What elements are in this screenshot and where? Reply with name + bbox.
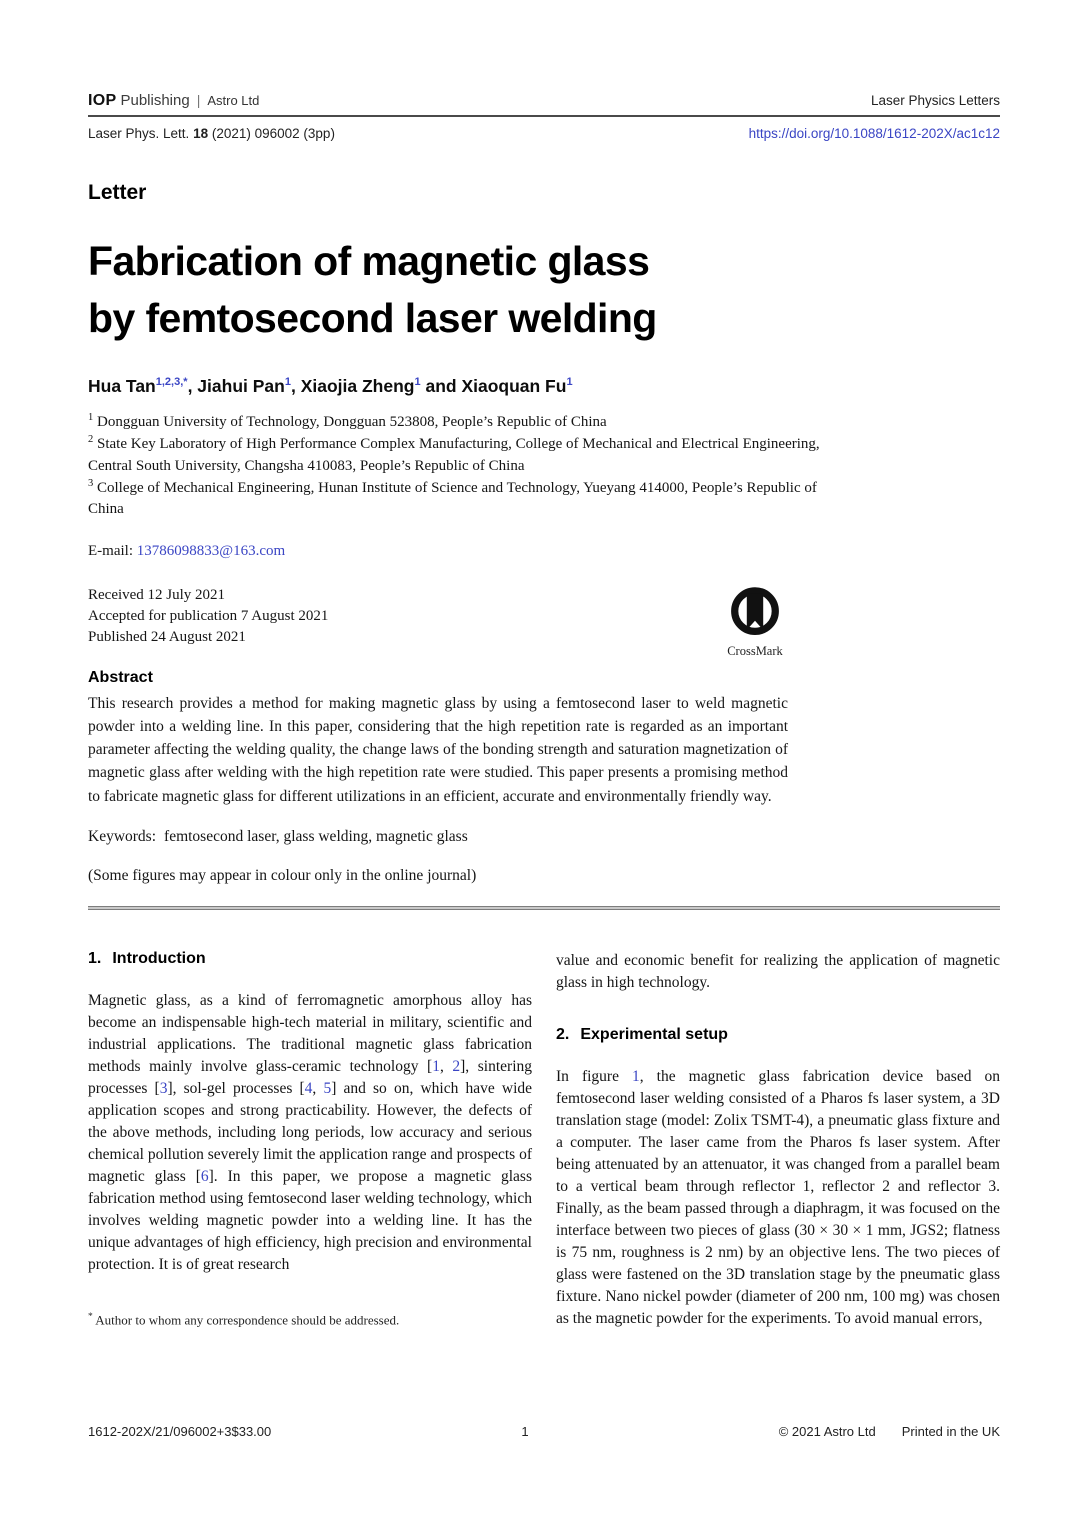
article-type: Letter (88, 181, 147, 204)
citation-ref[interactable]: 5 (323, 1079, 332, 1097)
published-date: Published 24 August 2021 (88, 629, 246, 646)
history-dates (88, 585, 1000, 649)
publisher-block (88, 92, 259, 110)
accepted-date: Accepted for publication 7 August 2021 (88, 607, 329, 624)
header-rule (88, 115, 1000, 117)
right-column (556, 936, 1000, 1330)
crossmark-label: CrossMark (727, 644, 783, 658)
author-affil-sup: 1,2,3,* (155, 376, 188, 389)
experimental-setup-paragraph: In figure 1, the magnetic glass fabrication device based on femtosecond laser welding consisted of a Pharos fs laser system, a 3D translation stage (model: Zolix TSMT-4), a pneumatic glass fixture and a computer. The laser came from the Pharos fs laser system. After being attenuated by an attenuator, it was changed from a parallel beam to a vertical beam through reflector 1, reflector 2 and reflector 3. Finally, as the beam passed through a diaphragm, it was focused on the interface between two pieces of glass (30 × 30 × 1 mm, JGS2; flatness is 75 nm, roughness is 2 nm) by an objective lens. The two pieces of glass were fastened on the 3D translation stage by the pneumatic glass fixture. Nano nickel powder (diameter of 200 nm, 100 mg) was chosen as the magnetic powder for the experiments. To avoid manual errors, (556, 1067, 1000, 1327)
email-line (88, 543, 1000, 560)
author-affil-sup: 1 (566, 376, 573, 389)
email-label: E-mail: (88, 542, 137, 559)
affiliations (88, 411, 830, 520)
email-link[interactable]: 13786098833@163.com (136, 542, 286, 559)
publisher-partner: Astro Ltd (207, 93, 260, 108)
footnote-marker: * (88, 1311, 93, 1322)
doi-link[interactable]: https://doi.org/10.1088/1612-202X/ac1c12 (748, 126, 1000, 141)
issn-price-code: 1612-202X/21/096002+3$33.00 (88, 1424, 272, 1439)
volume-number: 18 (193, 126, 209, 141)
author: Xiaoquan Fu$^1$ (461, 376, 573, 397)
title-line-2: by femtosecond laser welding (88, 294, 657, 341)
affiliation: $^2$ State Key Laboratory of High Performance Complex Manufacturing, College of Mechanical and Electrical Engineering, Central South University, Changsha 410083, People’s Republic of China (88, 434, 820, 474)
author-affil-sup: 1 (284, 376, 291, 389)
affiliation: $^3$ College of Mechanical Engineering, Hunan Institute of Science and Technology, Yueyang 414000, People’s Republic of China (88, 478, 817, 518)
keywords-line (88, 828, 1000, 846)
page-footer (88, 1424, 1000, 1439)
section-divider-rule (88, 906, 1000, 910)
publisher-logo: IOP (88, 92, 117, 109)
citation-ref[interactable]: 1 (632, 1067, 640, 1085)
article-title (88, 233, 1000, 346)
page-header (88, 92, 1000, 110)
section-heading-introduction: 1. Introduction (88, 949, 206, 967)
affiliation: $^1$ Dongguan University of Technology, Dongguan 523808, People’s Republic of China (88, 412, 607, 431)
left-column (88, 936, 532, 1330)
copyright-line: © 2021 Astro Ltd Printed in the UK (778, 1424, 1000, 1439)
figures-note: (Some figures may appear in colour only in the online journal) (88, 866, 477, 884)
keywords-label: Keywords: (88, 827, 157, 845)
abstract-heading: Abstract (88, 668, 153, 686)
citation-ref[interactable]: 4 (304, 1079, 313, 1097)
keywords-list: femtosecond laser, glass welding, magnetic glass (164, 827, 468, 845)
received-date: Received 12 July 2021 (88, 586, 226, 603)
section-heading-experimental-setup: 2. Experimental setup (556, 1025, 728, 1043)
citation-ref[interactable]: 2 (452, 1057, 461, 1075)
author: Jiahui Pan$^1$, (197, 376, 301, 397)
citation-line: Laser Phys. Lett. 18 (2021) 096002 (3pp) (88, 126, 335, 141)
citation-ref[interactable]: 1 (432, 1057, 440, 1075)
intro-continuation-paragraph: value and economic benefit for realizing the application of magnetic glass in high technology. (556, 951, 1000, 991)
citation-row (88, 126, 1000, 141)
author-affil-sup: 1 (414, 376, 421, 389)
author-line (88, 376, 1000, 397)
correspondence-footnote: * Author to whom any correspondence should be addressed. (88, 1311, 400, 1328)
citation-ref[interactable]: 3 (159, 1079, 168, 1097)
citation-ref[interactable]: 6 (200, 1167, 209, 1185)
page-number: 1 (521, 1424, 529, 1439)
crossmark-badge[interactable] (716, 586, 794, 659)
publisher-divider: | (196, 92, 201, 108)
journal-name: Laser Physics Letters (870, 93, 1000, 108)
author: Xiaojia Zheng$^1$ and (300, 376, 462, 397)
abstract-text: This research provides a method for making magnetic glass by using a femtosecond laser to weld magnetic powder into a welding line. In this paper, considering that the high repetition rate is regarded as an important parameter affecting the welding quality, the change laws of the bonding strength and saturation magnetization of magnetic glass after welding with the high repetition rate were studied. This paper presents a promising method to fabricate magnetic glass for different utilizations in an efficient, accurate and environmentally friendly way. (88, 694, 788, 805)
author: Hua Tan$^{1,2,3,*}$, (88, 376, 198, 397)
publisher-name: Publishing (120, 92, 190, 109)
title-line-1: Fabrication of magnetic glass (88, 238, 650, 284)
body-columns (88, 936, 1000, 1330)
crossmark-icon (716, 586, 794, 642)
intro-paragraph: Magnetic glass, as a kind of ferromagnetic amorphous alloy has become an indispensable high-tech material in military, scientific and industrial applications. The traditional magnetic glass fabrication methods mainly involve glass-ceramic technology [1, 2], sintering processes [3], sol-gel processes [4, 5] and so on, which have wide application scopes and strong practicability. However, the defects of the above methods, including long periods, low accuracy and serious chemical pollution severely limit the application range and prospects of magnetic glass [6]. In this paper, we propose a magnetic glass fabrication method using femtosecond laser welding technology, which involves welding magnetic powder into a welding line. It has the unique advantages of high efficiency, high precision and environmental protection. It is of great research (88, 991, 533, 1273)
